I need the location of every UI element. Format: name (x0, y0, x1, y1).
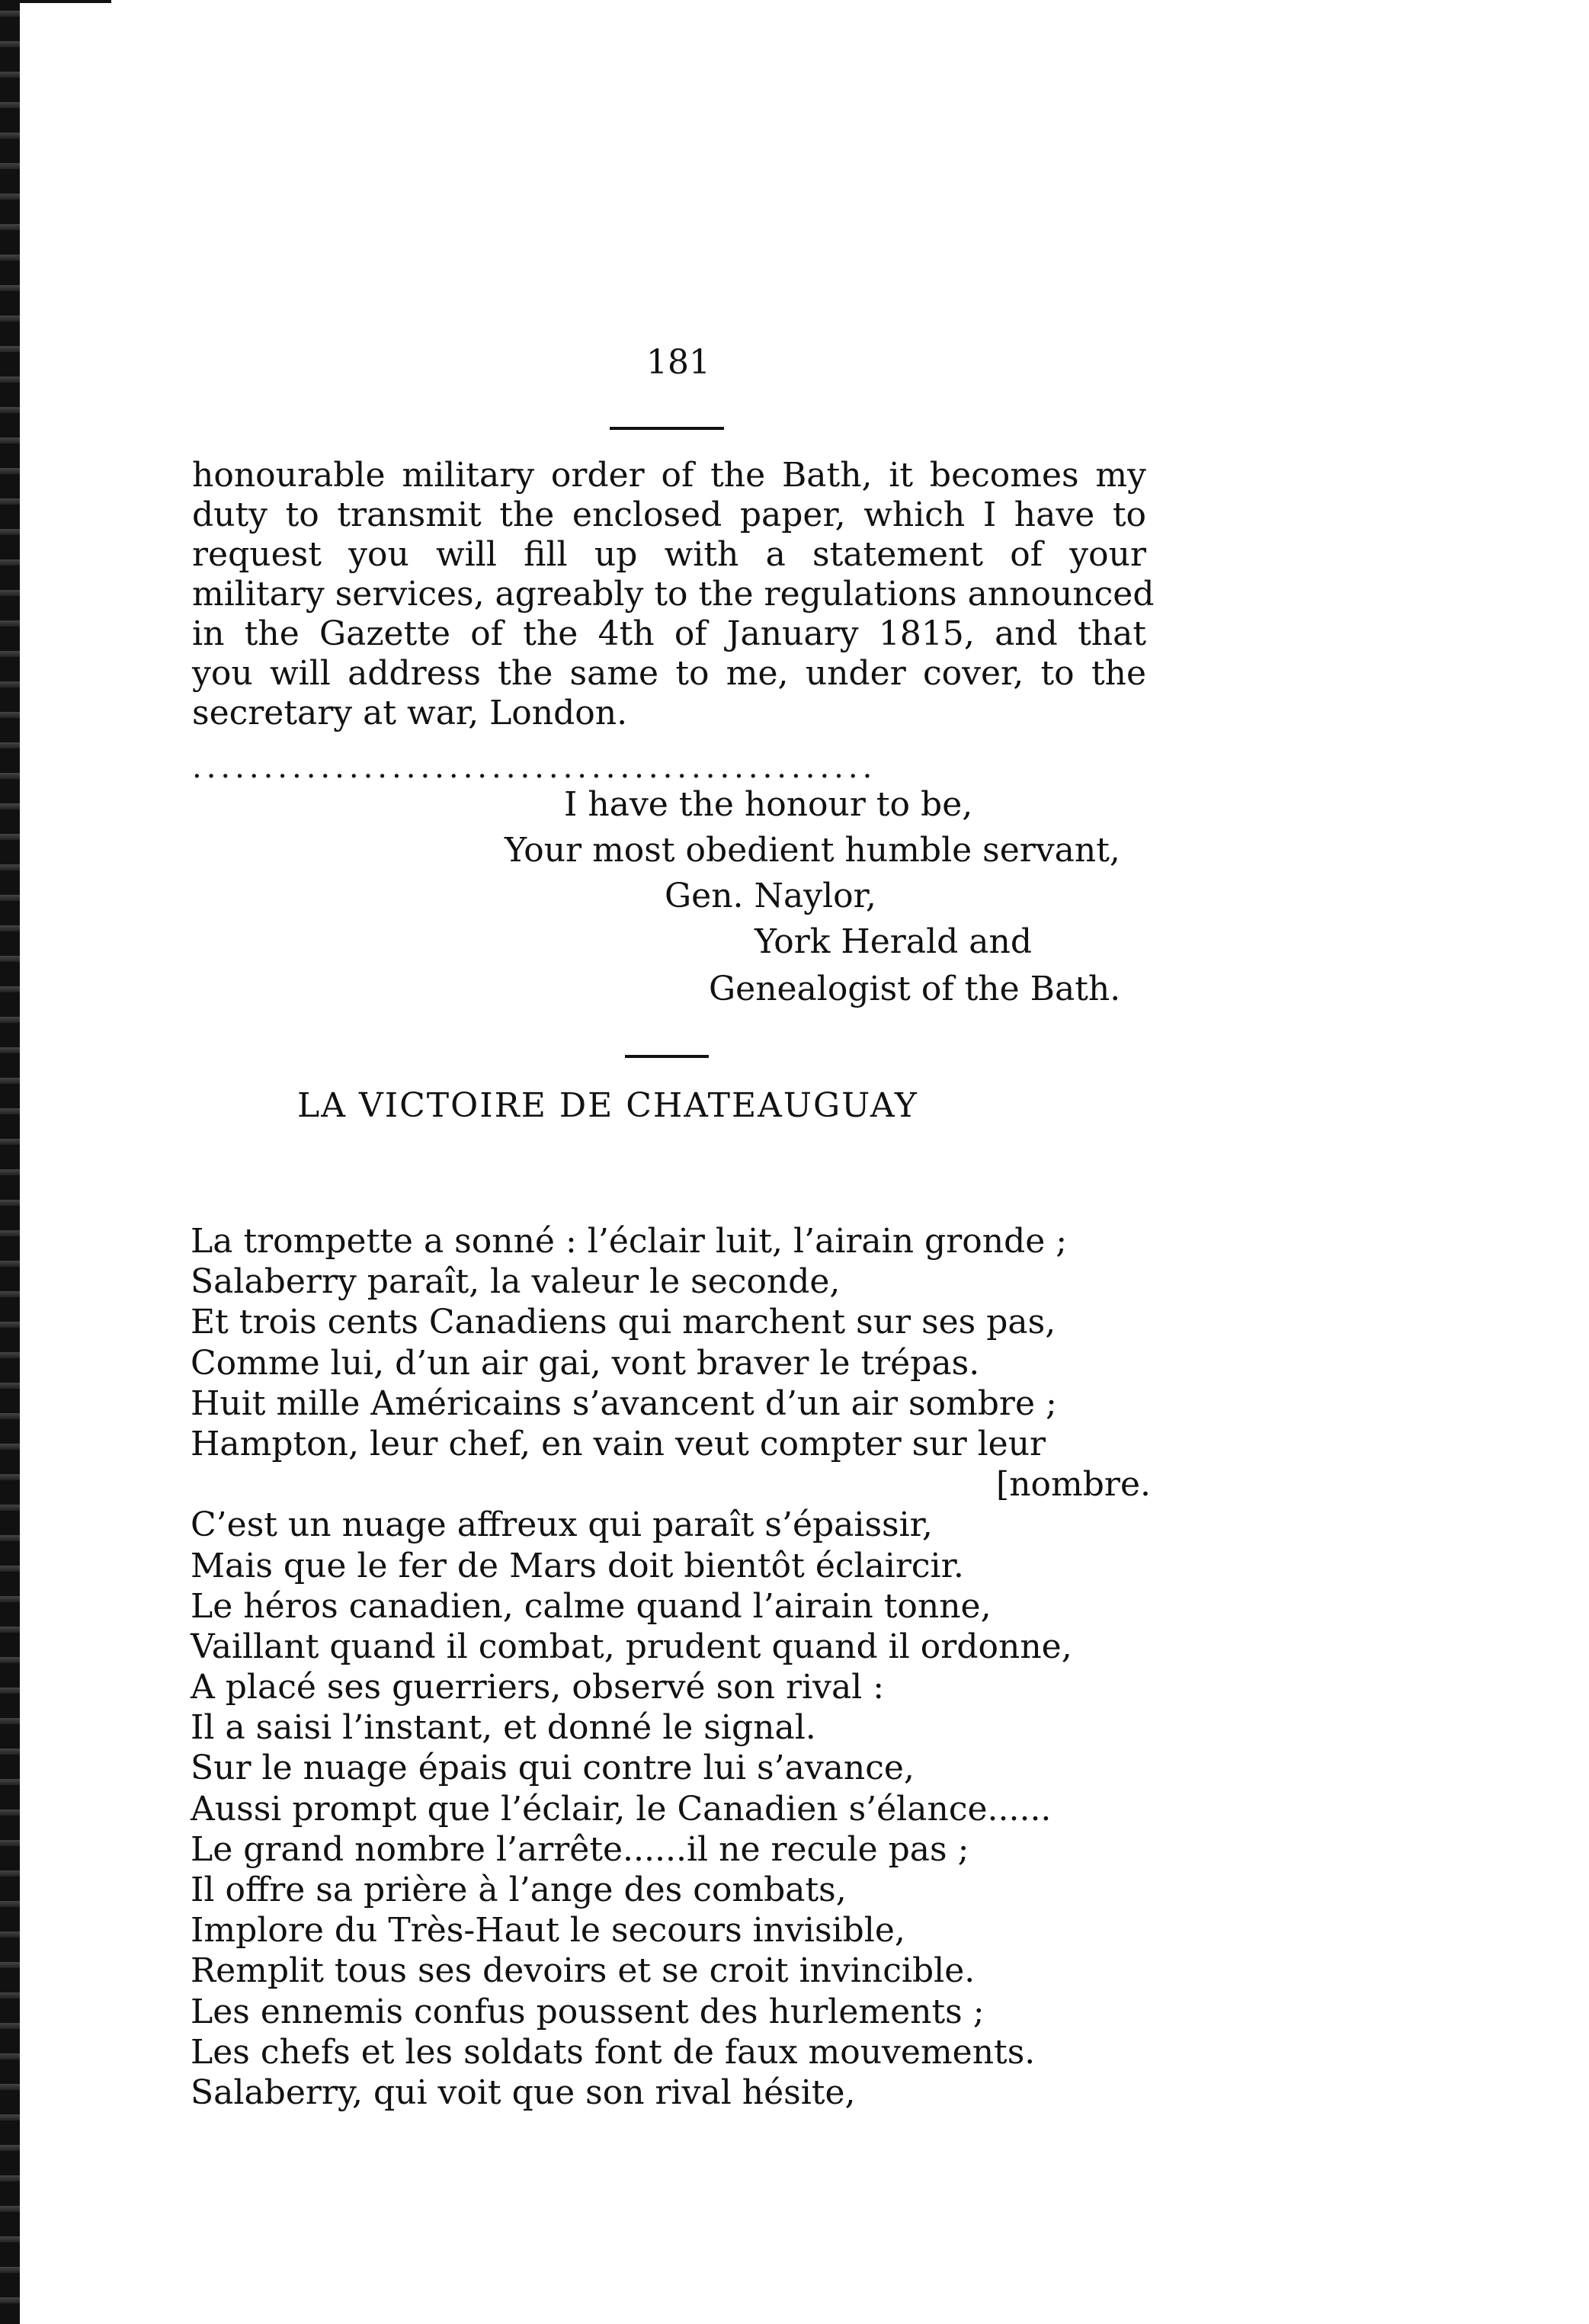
closing-servant: Your most obedient humble servant, (505, 831, 1120, 870)
signature-name: Gen. Naylor, (665, 877, 876, 915)
poem-line: Il offre sa prière à l’ange des combats, (191, 1870, 847, 1909)
signature-title-2: Genealogist of the Bath. (709, 970, 1121, 1008)
poem-title: LA VICTOIRE DE CHATEAUGUAY (297, 1086, 918, 1125)
poem-line: C’est un nuage affreux qui paraît s’épaissir, (191, 1505, 933, 1545)
page-number: 181 (646, 343, 710, 382)
letter-paragraph (192, 456, 1155, 733)
signature-title-1: York Herald and (754, 922, 1033, 961)
poem-line: Salaberry, qui voit que son rival hésite, (191, 2072, 856, 2112)
poem-line: Les ennemis confus poussent des hurlements ; (191, 1992, 985, 2031)
poem-line: Vaillant quand il combat, prudent quand il ordonne, (191, 1627, 1072, 1666)
prose-line: duty to transmit the enclosed paper, which I have to (192, 495, 1146, 534)
prose-line: military services, agreably to the regulations announced (192, 575, 1155, 614)
dotted-separator: ................................................ (192, 750, 877, 785)
book-spine-edge (0, 0, 20, 2324)
prose-line: secretary at war, London. (192, 694, 628, 732)
poem-line: Et trois cents Canadiens qui marchent sur ses pas, (191, 1303, 1056, 1342)
poem-line: Sur le nuage épais qui contre lui s’avance, (191, 1749, 915, 1788)
poem-line: Implore du Très-Haut le secours invisible, (191, 1911, 905, 1951)
prose-line: honourable military order of the Bath, it becomes my (192, 456, 1146, 495)
section-rule (625, 1055, 709, 1058)
header-rule (610, 427, 724, 430)
poem-line: A placé ses guerriers, observé son rival : (191, 1668, 885, 1707)
prose-line: in the Gazette of the 4th of January 1815, and that (192, 614, 1146, 653)
page-corner-edge (20, 0, 111, 14)
poem-line: Il a saisi l’instant, et donné le signal. (191, 1708, 816, 1748)
poem-line-continuation: [nombre. (996, 1465, 1151, 1505)
poem-line: Les chefs et les soldats font de faux mouvements. (191, 2032, 1036, 2072)
poem-line: Huit mille Américains s’avancent d’un air sombre ; (191, 1383, 1057, 1423)
closing-salutation: I have the honour to be, (564, 785, 973, 824)
poem-line: Le héros canadien, calme quand l’airain tonne, (191, 1586, 992, 1626)
poem-line: La trompette a sonné : l’éclair luit, l’airain gronde ; (191, 1222, 1068, 1261)
poem-line: Comme lui, d’un air gai, vont braver le trépas. (191, 1343, 980, 1383)
poem-body (191, 1221, 1151, 2113)
poem-line: Mais que le fer de Mars doit bientôt éclaircir. (191, 1546, 964, 1585)
prose-line: you will address the same to me, under cover, to the (192, 654, 1146, 693)
poem-line: Remplit tous ses devoirs et se croit invincible. (191, 1951, 976, 1991)
prose-line: request you will fill up with a statement of your (192, 535, 1146, 574)
poem-line: Hampton, leur chef, en vain veut compter sur leur (191, 1424, 1046, 1463)
poem-line: Le grand nombre l’arrête......il ne recule pas ; (191, 1829, 969, 1869)
poem-line: Salaberry paraît, la valeur le seconde, (191, 1262, 841, 1302)
poem-line: Aussi prompt que l’éclair, le Canadien s’élance...... (191, 1789, 1052, 1829)
